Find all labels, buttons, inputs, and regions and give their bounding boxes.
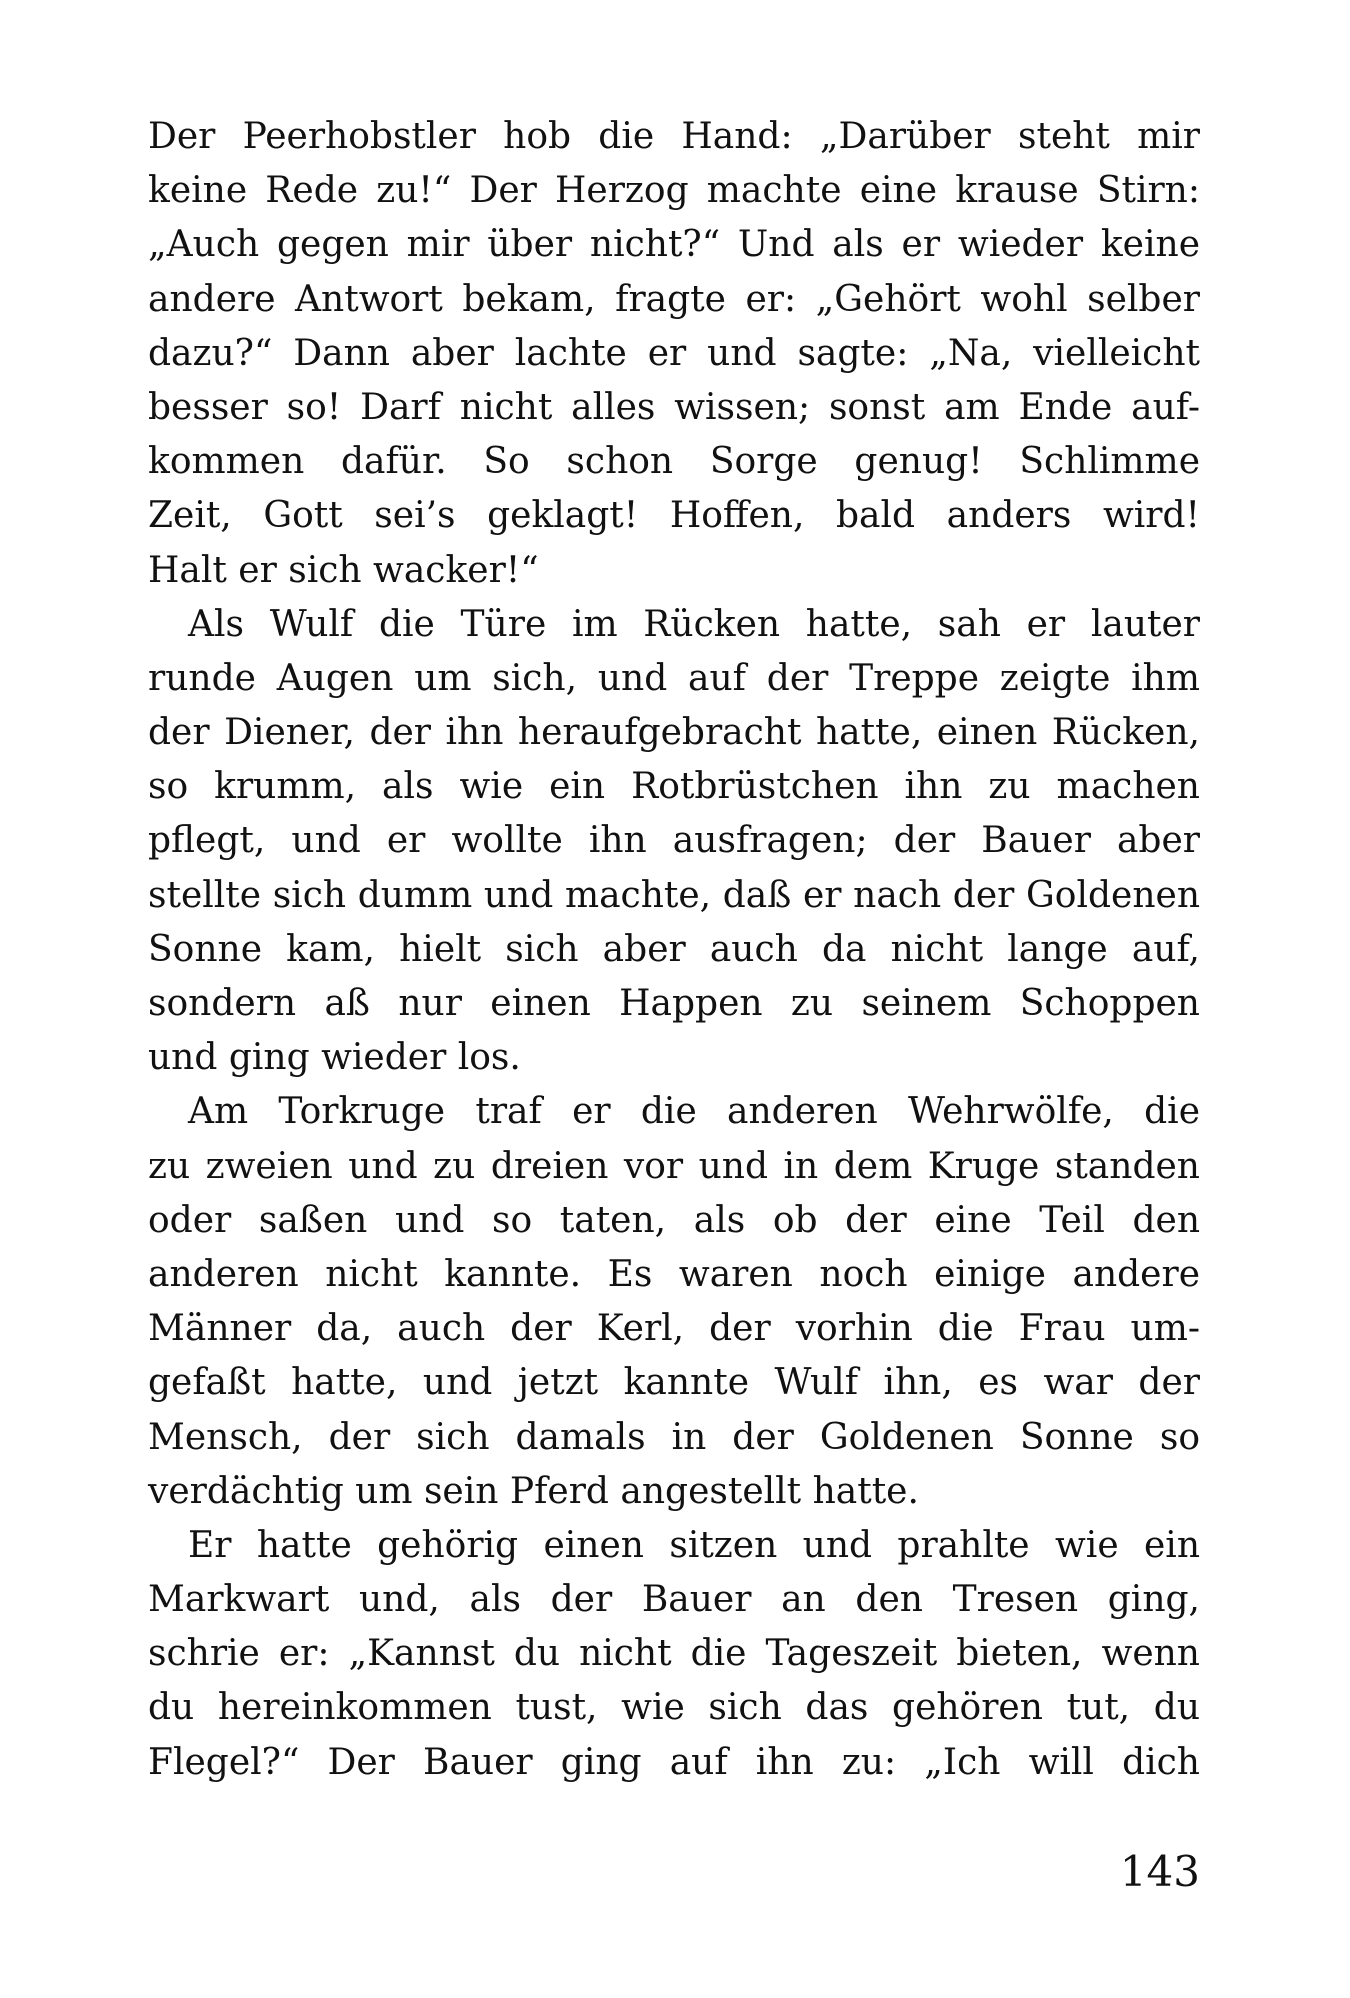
text-line: Er hatte gehörig einen sitzen und prahlte wie ein bbox=[188, 1524, 1200, 1566]
text-line: gefaßt hatte, und jetzt kannte Wulf ihn, es war der bbox=[148, 1362, 1200, 1404]
paragraph bbox=[148, 1519, 1200, 1790]
text-line: andere Antwort bekam, fragte er: „Gehört wohl selber bbox=[148, 278, 1200, 320]
text-line: verdächtig um sein Pferd angestellt hatte. bbox=[148, 1470, 919, 1512]
paragraph bbox=[148, 110, 1200, 598]
text-line: oder saßen und so taten, als ob der eine Teil den bbox=[148, 1199, 1200, 1241]
text-line: Markwart und, als der Bauer an den Tresen ging, bbox=[148, 1579, 1200, 1621]
text-line: der Diener, der ihn heraufgebracht hatte, einen Rücken, bbox=[148, 712, 1200, 754]
text-line: Zeit, Gott sei’s geklagt! Hoffen, bald anders wird! bbox=[148, 495, 1200, 537]
text-line: keine Rede zu!“ Der Herzog machte eine krause Stirn: bbox=[148, 170, 1200, 212]
text-line: Männer da, auch der Kerl, der vorhin die Frau um- bbox=[148, 1308, 1200, 1350]
text-line: Flegel?“ Der Bauer ging auf ihn zu: „Ich will dich bbox=[148, 1741, 1200, 1783]
text-line: dazu?“ Dann aber lachte er und sagte: „Na, vielleicht bbox=[148, 332, 1200, 374]
text-line: Sonne kam, hielt sich aber auch da nicht lange auf, bbox=[148, 928, 1200, 970]
body-text bbox=[148, 110, 1200, 1790]
text-line: und ging wieder los. bbox=[148, 1037, 521, 1079]
text-line: kommen dafür. So schon Sorge genug! Schlimme bbox=[148, 441, 1200, 483]
text-line: anderen nicht kannte. Es waren noch einige andere bbox=[148, 1253, 1200, 1295]
text-line: Mensch, der sich damals in der Goldenen Sonne so bbox=[148, 1416, 1200, 1458]
text-line: zu zweien und zu dreien vor und in dem Kruge standen bbox=[148, 1145, 1200, 1187]
text-line: Der Peerhobstler hob die Hand: „Darüber steht mir bbox=[148, 116, 1200, 157]
text-line: „Auch gegen mir über nicht?“ Und als er wieder keine bbox=[148, 224, 1200, 266]
text-line: sondern aß nur einen Happen zu seinem Schoppen bbox=[148, 983, 1200, 1024]
text-line: du hereinkommen tust, wie sich das gehören tut, du bbox=[148, 1687, 1200, 1729]
paragraph bbox=[148, 598, 1200, 1086]
text-line: pflegt, und er wollte ihn ausfragen; der Bauer aber bbox=[148, 820, 1200, 862]
text-line: stellte sich dumm und machte, daß er nach der Goldenen bbox=[148, 874, 1200, 916]
text-line: Halt er sich wacker!“ bbox=[148, 549, 539, 591]
page-number: 143 bbox=[1119, 1847, 1200, 1896]
text-line: so krumm, als wie ein Rotbrüstchen ihn zu machen bbox=[148, 766, 1200, 808]
text-line: runde Augen um sich, und auf der Treppe zeigte ihm bbox=[148, 657, 1200, 699]
text-line: Am Torkruge traf er die anderen Wehrwölfe, die bbox=[188, 1091, 1200, 1133]
paragraph bbox=[148, 1085, 1200, 1519]
text-line: schrie er: „Kannst du nicht die Tageszeit bieten, wenn bbox=[148, 1633, 1200, 1675]
text-line: besser so! Darf nicht alles wissen; sonst am Ende auf- bbox=[148, 386, 1200, 428]
text-line: Als Wulf die Türe im Rücken hatte, sah er lauter bbox=[188, 603, 1200, 645]
